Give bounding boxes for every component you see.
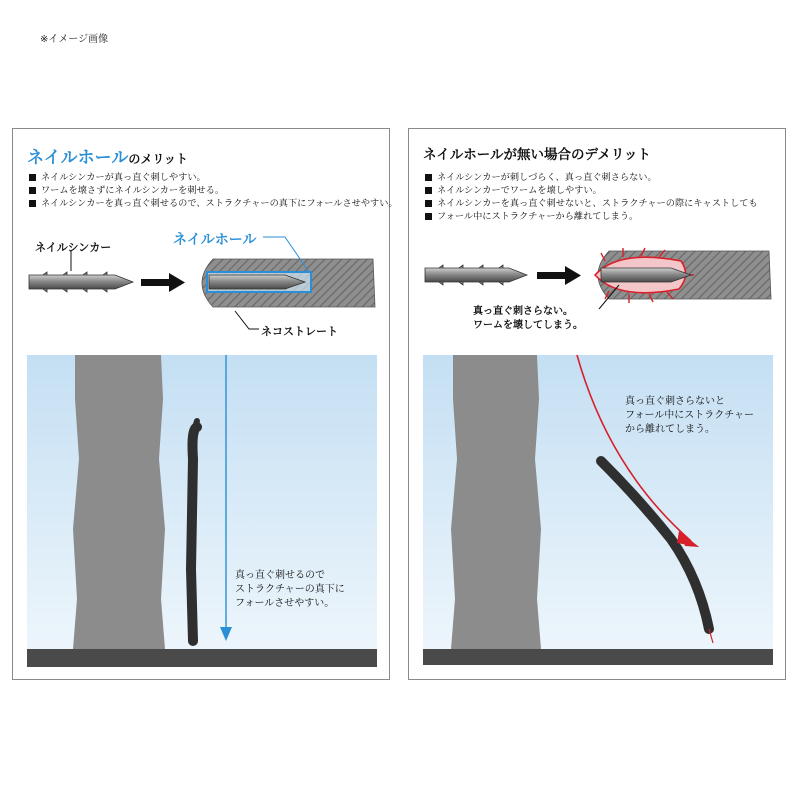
merit-panel [12, 128, 398, 680]
arrow-right-icon [141, 273, 185, 292]
bullet-item: ネイルシンカーを真っ直ぐ刺せるので、ストラクチャーの真下にフォールさせやすい。 [29, 197, 385, 210]
nail-sinker-icon [29, 272, 133, 292]
demerit-panel [408, 128, 786, 680]
scene-line: から離れてしまう。 [625, 424, 715, 435]
image-note: ※イメージ画像 [40, 34, 109, 45]
bullet-item: ネイルシンカーが刺しづらく、真っ直ぐ刺さらない。 [425, 171, 781, 184]
scene-line: ストラクチャーの真下に [235, 584, 345, 595]
demerit-title: ネイルホールが無い場合のデメリット [423, 147, 651, 163]
damage-callout [473, 305, 583, 333]
bullet-item: ワームを壊さずにネイルシンカーを刺せる。 [29, 184, 385, 197]
damaged-worm-icon [595, 248, 771, 303]
title-rest: のメリット [128, 152, 188, 166]
bullet-continuation-text: フォール中にストラクチャーから離れてしまう。 [437, 211, 639, 222]
label-neko-straight: ネコストレート [261, 325, 338, 338]
bullet-item: ネイルシンカーを真っ直ぐ刺せないと、ストラクチャーの際にキャストしても [425, 197, 781, 210]
scene-line: フォール中にストラクチャー [625, 410, 754, 421]
callout-line: ワームを壊してしまう。 [473, 320, 583, 331]
scene-line: フォールさせやすい。 [235, 598, 335, 609]
worm-icon [202, 259, 375, 307]
demerit-scene-text [625, 395, 754, 437]
bullet-item: ネイルシンカーでワームを壊しやすい。 [425, 184, 781, 197]
title-highlight: ネイルホール [27, 148, 129, 168]
scene-line: 真っ直ぐ刺さらないと [625, 396, 725, 407]
underwater-scene [27, 355, 377, 667]
arrow-right-icon [537, 266, 581, 285]
callout-line: 真っ直ぐ刺さらない。 [473, 306, 573, 317]
nail-sinker-icon [425, 265, 527, 285]
merit-scene-text [235, 569, 345, 611]
label-nail-sinker: ネイルシンカー [35, 241, 112, 254]
label-nail-hole: ネイルホール [173, 232, 257, 248]
scene-line: 真っ直ぐ刺せるので [235, 570, 325, 581]
bullet-item: ネイルシンカーが真っ直ぐ刺しやすい。 [29, 171, 385, 184]
